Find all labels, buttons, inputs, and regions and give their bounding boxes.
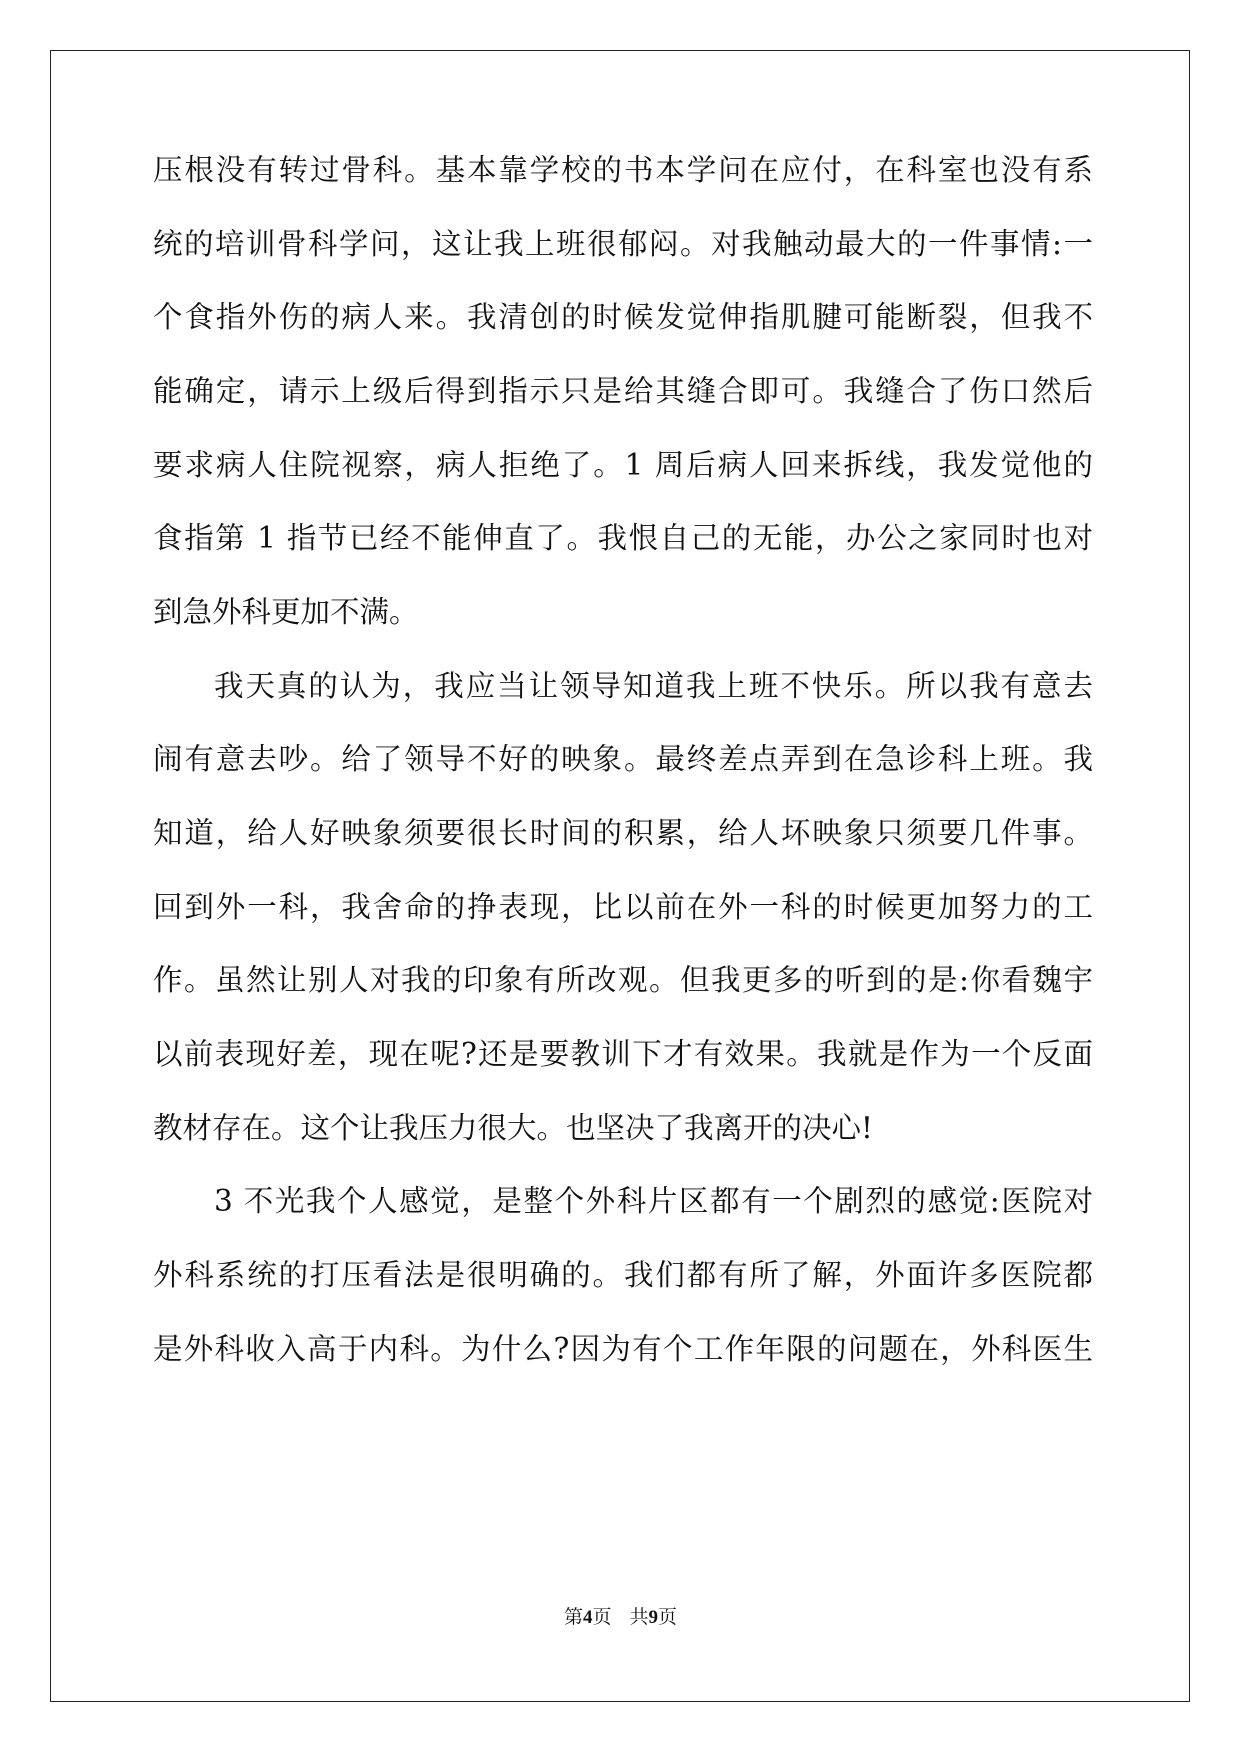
page-footer (0, 1605, 1241, 1631)
page-total-prefix: 共 (629, 1607, 649, 1628)
page-number-current: 4 (582, 1607, 593, 1628)
paragraph-first-line: 我天真的认为，我应当让领导知道我上班不快乐。所以我有意去 (214, 669, 1093, 703)
page-total-count: 9 (648, 1607, 659, 1628)
text-line: 知道，给人好映象须要很长时间的积累，给人坏映象只须要几件事。 (153, 816, 1093, 850)
text-line: 闹有意去吵。给了领导不好的映象。最终差点弄到在急诊科上班。我 (153, 742, 1093, 776)
text-line: 统的培训骨科学问，这让我上班很郁闷。对我触动最大的一件事情:一 (153, 227, 1093, 261)
text-line: 到急外科更加不满。 (153, 595, 419, 629)
text-line: 回到外一科，我舍命的挣表现，比以前在外一科的时候更加努力的工 (153, 890, 1093, 924)
text-line: 能确定，请示上级后得到指示只是给其缝合即可。我缝合了伤口然后 (153, 374, 1093, 408)
text-line: 个食指外伤的病人来。我清创的时候发觉伸指肌腱可能断裂，但我不 (153, 300, 1093, 334)
text-line: 食指第 1 指节已经不能伸直了。我恨自己的无能，办公之家同时也对 (153, 521, 1093, 555)
page-number-prefix: 第 (563, 1607, 583, 1628)
text-line: 作。虽然让别人对我的印象有所改观。但我更多的听到的是:你看魏宇 (153, 963, 1093, 997)
page-total-suffix: 页 (658, 1607, 678, 1628)
text-line: 教材存在。这个让我压力很大。也坚决了我离开的决心! (153, 1111, 873, 1145)
text-line: 外科系统的打压看法是很明确的。我们都有所了解，外面许多医院都 (153, 1258, 1093, 1292)
text-line: 要求病人住院视察，病人拒绝了。1 周后病人回来拆线，我发觉他的 (153, 448, 1093, 482)
text-line: 压根没有转过骨科。基本靠学校的书本学问在应付，在科室也没有系 (153, 153, 1093, 187)
text-line: 是外科收入高于内科。为什么?因为有个工作年限的问题在，外科医生 (153, 1332, 1093, 1366)
page-number-suffix: 页 (592, 1607, 612, 1628)
text-line: 以前表现好差，现在呢?还是要教训下才有效果。我就是作为一个反面 (153, 1037, 1093, 1071)
paragraph-first-line: 3 不光我个人感觉，是整个外科片区都有一个剧烈的感觉:医院对 (214, 1184, 1093, 1218)
